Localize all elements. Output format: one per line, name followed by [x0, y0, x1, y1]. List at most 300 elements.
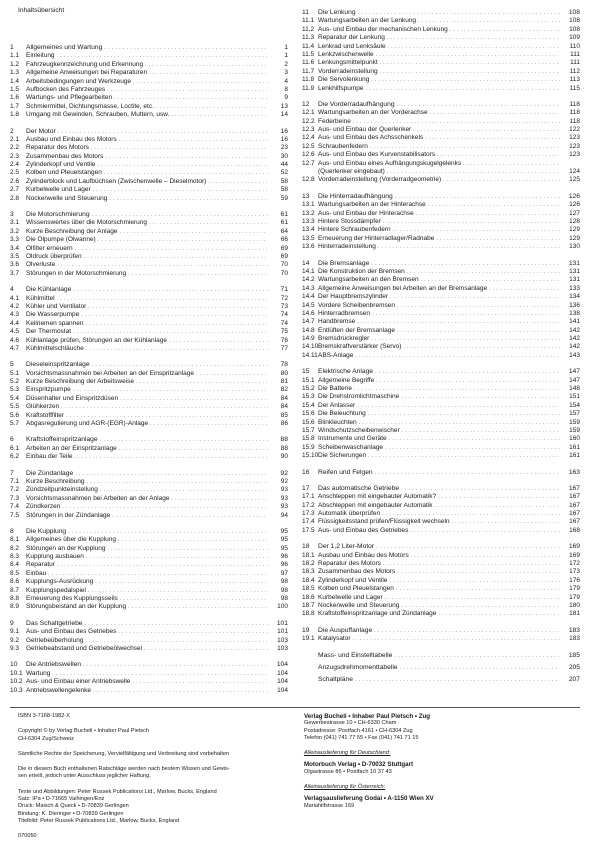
toc-page: 205 [568, 663, 580, 671]
toc-chapter [10, 436, 288, 444]
toc-spacer [10, 612, 288, 620]
toc-title: Allgemeines über die Kupplung . . . [26, 536, 268, 544]
toc-chapter [302, 193, 580, 201]
toc-number: 1.1 [10, 52, 20, 60]
toc-number: 12.2 [302, 117, 315, 125]
toc-number: 1.5 [10, 85, 20, 93]
toc-page: 1 [284, 44, 288, 51]
toc-title: Kurze Beschreibung der Arbeitsweise . . . [26, 378, 268, 386]
toc-page: 207 [568, 676, 580, 684]
toc-page: 52 [280, 169, 288, 177]
toc-number: 12.7 [302, 159, 315, 167]
toc-number: 7.5 [10, 511, 20, 519]
toc-entry [302, 43, 580, 51]
toc-title: Zusammenbau des Motors . . . [318, 568, 560, 576]
toc-number: 3.7 [10, 269, 20, 277]
toc-number: 11.7 [302, 67, 315, 75]
toc-title: Wartungsarbeiten an der Hinterachse . . . [318, 201, 560, 209]
toc-title: Katalysator . . . [318, 635, 560, 643]
toc-title: Abgasregulierung und AGR-(EGR)-Anlage . . . [26, 420, 268, 428]
toc-title: Erneuerung des Kupplungsseils . . . [26, 595, 268, 603]
toc-page: 71 [280, 286, 288, 294]
toc-page: 84 [280, 394, 288, 402]
toc-title: Entlüften der Bremsanlage . . . [318, 327, 560, 335]
toc-page: 181 [569, 610, 580, 618]
toc-page: 157 [569, 410, 580, 418]
toc-page: 101 [277, 628, 288, 636]
toc-number: 4.6 [10, 336, 20, 344]
toc-entry [302, 160, 580, 168]
toc-page: 77 [280, 344, 288, 352]
toc-page: 124 [569, 168, 580, 176]
toc-page: 141 [569, 318, 580, 326]
toc-title: Zündkerzen . . . [26, 503, 268, 511]
toc-page: 167 [569, 518, 580, 526]
toc-number: 10 [10, 661, 18, 669]
toc-page: 143 [569, 351, 580, 359]
toc-page: 84 [280, 403, 288, 411]
toc-number: 14.6 [302, 309, 315, 317]
toc-entry [10, 403, 288, 411]
toc-chapter [302, 664, 580, 672]
toc-page: 78 [280, 361, 288, 369]
toc-number: 13.5 [302, 234, 315, 242]
toc-number: 2 [10, 127, 14, 135]
toc-entry [302, 235, 580, 243]
toc-title: Kraftstoffeinspritzanlage und Zündanlage . . . [318, 610, 560, 618]
toc-title: Nockenwelle und Steuerung . . . [318, 602, 560, 610]
toc-title: Aus- und Einbau der mechanischen Lenkung . . . [318, 26, 560, 34]
toc-page: 90 [280, 453, 288, 461]
toc-title: Schaltpläne . . . [318, 676, 560, 684]
toc-title: Anschleppen mit eingebauter Automatik? . . . [318, 493, 560, 501]
toc-entry [10, 52, 288, 60]
toc-title: (Querlenker eingebaut) . . . [318, 168, 560, 176]
toc-page: 151 [569, 393, 580, 401]
toc-number: 1.2 [10, 60, 20, 68]
toc-title: Allgemeine Anweisungen bei Arbeiten an der Bremsanlage . . . [318, 285, 560, 293]
toc-entry [10, 337, 288, 345]
toc-number: 5.6 [10, 411, 20, 419]
toc-page: 95 [280, 527, 288, 535]
toc-number: 7 [10, 469, 14, 477]
toc-page: 115 [569, 84, 580, 92]
toc-title: Bremskraftverstärker (Servo) . . . [318, 343, 560, 351]
toc-entry [10, 378, 288, 386]
toc-page: 8 [284, 85, 288, 93]
toc-page: 94 [280, 511, 288, 519]
toc-title: Der Thermostat . . . [26, 328, 268, 336]
toc-spacer [302, 619, 580, 627]
disclaimer-line: sen erteilt, jedoch unter Ausschluss jeglicher Haftung. [18, 773, 151, 780]
toc-right-column [302, 9, 580, 685]
toc-entry [10, 153, 288, 161]
toc-entry [10, 144, 288, 152]
toc-entry [10, 453, 288, 461]
toc-page: 98 [280, 586, 288, 594]
toc-number: 7.1 [10, 477, 20, 485]
toc-entry [302, 410, 580, 418]
toc-page: 23 [280, 144, 288, 152]
publisher-line: Telefon (041) 741 77 55 • Fax (041) 741 71 15 [304, 734, 419, 741]
toc-number: 19 [302, 626, 310, 634]
toc-entry [302, 444, 580, 452]
toc-number: 5.2 [10, 378, 20, 386]
divider-line [10, 707, 580, 708]
toc-page: 148 [569, 385, 580, 393]
toc-entry [302, 577, 580, 585]
toc-page: 123 [569, 134, 580, 142]
toc-title: Vorsichtsmassnahmen bei Arbeiten an der Anlage . . . [26, 495, 268, 503]
toc-title: Kolben und Pleuelstangen . . . [318, 585, 560, 593]
toc-page: 59 [280, 194, 288, 202]
toc-title: Die Antriebswellen . . . [26, 661, 268, 669]
toc-title: Fahrzeugkennzeichnung und Erkennung . . . [26, 61, 268, 69]
toc-number: 18.7 [302, 602, 315, 609]
toc-entry [10, 245, 288, 253]
toc-chapter [10, 44, 288, 52]
toc-left-column [10, 44, 288, 695]
toc-number: 11.3 [302, 34, 315, 42]
toc-page: 104 [277, 669, 288, 677]
toc-entry [10, 236, 288, 244]
toc-entry [302, 51, 580, 59]
toc-page: 30 [280, 152, 288, 160]
toc-number: 4.2 [10, 302, 20, 310]
toc-number: 18.1 [302, 551, 315, 559]
toc-title: Die Bremsanlage . . . [318, 260, 560, 268]
toc-page: 108 [569, 25, 580, 33]
toc-page: 92 [280, 477, 288, 485]
toc-entry [10, 678, 288, 686]
toc-title: Glühkerzen . . . [26, 403, 268, 411]
toc-page: 104 [276, 661, 288, 669]
toc-number: 11.8 [302, 76, 315, 84]
toc-chapter [302, 469, 580, 477]
toc-page: 123 [569, 151, 580, 159]
toc-entry [302, 268, 580, 276]
toc-entry [302, 435, 580, 443]
toc-number: 15 [302, 368, 310, 376]
distribution-at-line: Mariahilfstrasse 169 [304, 802, 355, 809]
toc-title: Kühler und Ventilator . . . [26, 303, 268, 311]
toc-page: 104 [277, 686, 288, 694]
toc-entry [302, 518, 580, 526]
toc-number: 19.1 [302, 635, 315, 643]
toc-page: 167 [569, 510, 580, 518]
toc-number: 1.4 [10, 77, 20, 85]
toc-number: 3.5 [10, 252, 20, 260]
toc-title: Die Konstruktion der Bremsen . . . [318, 268, 560, 276]
toc-number: 4.5 [10, 328, 20, 336]
toc-number: 1.6 [10, 94, 20, 102]
toc-title: Aus- und Einbau des Achsschenkels . . . [318, 134, 560, 142]
toc-page: 70 [280, 261, 288, 269]
toc-entry [302, 201, 580, 209]
toc-page: 161 [569, 452, 580, 460]
toc-entry [302, 427, 580, 435]
toc-page: 138 [569, 309, 580, 317]
toc-entry [302, 109, 580, 117]
toc-chapter [10, 128, 288, 136]
toc-entry [10, 311, 288, 319]
toc-entry [302, 285, 580, 293]
toc-title: Allgemeine Anweisungen bei Reparaturen . . . [26, 69, 268, 77]
disclaimer-block [18, 766, 288, 781]
toc-number: 15.7 [302, 426, 315, 434]
toc-number: 4.3 [10, 311, 20, 319]
toc-entry [10, 420, 288, 428]
toc-title: Aus- und Einbau eines Aufhängungskugelgelenks . . . [318, 160, 560, 168]
toc-page: 129 [569, 226, 580, 234]
toc-number: 11 [302, 9, 309, 16]
toc-page: 61 [280, 219, 288, 227]
toc-entry [302, 226, 580, 234]
toc-title: Windschutzscheibenwischer . . . [318, 427, 560, 435]
toc-page: 101 [276, 619, 288, 627]
toc-title: Öldruck überprüfen . . . [26, 253, 268, 261]
toc-number: 14.8 [302, 326, 315, 334]
toc-title: Störungen an der Kupplung . . . [26, 545, 268, 553]
toc-title: Störungsbeistand an der Kupplung . . . [26, 603, 268, 611]
toc-page: 142 [569, 343, 580, 351]
toc-number: 15.6 [302, 418, 315, 426]
toc-title: Die Hinterradaufhängung . . . [318, 193, 560, 201]
toc-title: ABS-Anlage . . . [318, 352, 560, 360]
toc-number: 2.1 [10, 135, 20, 143]
toc-number: 14.3 [302, 284, 315, 292]
toc-number: 5 [10, 361, 14, 369]
toc-title: Kupplungs-Ausrückung . . . [26, 578, 268, 586]
toc-entry [302, 210, 580, 218]
credit-line: Titelbild: Peter Russek Publications Ltd., Marlow, Bucks, England [18, 817, 180, 824]
toc-number: 15.3 [302, 393, 315, 401]
toc-title: Wartung . . . [26, 670, 268, 678]
toc-page: 95 [280, 544, 288, 552]
toc-number: 8.7 [10, 586, 20, 594]
imprint-left [18, 713, 288, 841]
toc-page: 168 [569, 526, 580, 534]
toc-title: Erneuerung der Hinterradlager/Radnabe . . . [318, 235, 560, 243]
toc-number: 1.3 [10, 69, 20, 77]
toc-spacer [10, 353, 288, 361]
toc-entry [302, 168, 580, 176]
toc-number: 17.1 [302, 493, 315, 501]
toc-entry [302, 126, 580, 134]
toc-number: 4 [10, 286, 14, 294]
toc-title: Die Kupplung . . . [26, 528, 268, 536]
toc-title: Flüssigkeitsstand prüfen/Flüssigkeit wechseln . . . [318, 518, 560, 526]
toc-number: 12.8 [302, 176, 315, 184]
toc-page: 128 [569, 217, 580, 225]
toc-page: 92 [280, 469, 288, 477]
toc-title: Lenkungsmittelpunkt . . . [318, 59, 560, 67]
toc-chapter [10, 361, 288, 369]
toc-number: 8.1 [10, 536, 20, 544]
toc-entry [10, 69, 288, 77]
toc-chapter [10, 470, 288, 478]
toc-title: Abschleppen mit eingebauter Automatik . . . [318, 502, 560, 510]
toc-title: Zylinderblock und Laufbüchsen (Zwischenwelle – Dieselmotor) . . . [26, 178, 268, 186]
toc-entry [302, 318, 580, 326]
toc-title: Hintere Schraubenfedern . . . [318, 226, 560, 234]
toc-title: Scheibenwaschanlage . . . [318, 444, 560, 452]
toc-entry [302, 419, 580, 427]
toc-entry [10, 345, 288, 353]
toc-page: 85 [280, 411, 288, 419]
toc-page: 1 [284, 52, 288, 60]
toc-entry [302, 327, 580, 335]
toc-number: 4.4 [10, 319, 20, 327]
publisher-line: Postadresse: Postfach 4161 • CH-6304 Zug [304, 727, 413, 734]
publisher-line: Gewerbestrasse 10 • CH-6330 Cham [304, 720, 397, 727]
toc-entry [302, 343, 580, 351]
toc-title: Lenkhilfspumpe . . . [318, 85, 560, 93]
toc-spacer [302, 252, 580, 260]
toc-entry [302, 510, 580, 518]
toc-title: Der Hauptbremszylinder . . . [318, 293, 560, 301]
toc-title: Instrumente und Geräte . . . [318, 435, 560, 443]
toc-title: Kurbelwelle und Lager . . . [26, 186, 268, 194]
toc-page: 161 [569, 443, 580, 451]
toc-spacer [302, 644, 580, 652]
toc-number: 13.4 [302, 226, 315, 234]
distribution-at [304, 784, 574, 810]
toc-chapter [302, 652, 580, 660]
toc-page: 133 [569, 284, 580, 292]
toc-title: Das Schaltgetriebe . . . [26, 620, 268, 628]
toc-title: Kolben und Pleuelstangen . . . [26, 169, 268, 177]
toc-spacer [302, 185, 580, 193]
toc-page: 96 [280, 561, 288, 569]
toc-title: Umgang mit Gewinden, Schrauben, Muttern, usw. . . . [26, 111, 268, 119]
toc-page: 129 [569, 234, 580, 242]
toc-number: 15.1 [302, 376, 315, 384]
toc-page: 185 [568, 651, 580, 659]
toc-number: 12 [302, 100, 310, 108]
toc-page: 167 [568, 484, 580, 492]
toc-page: 100 [277, 603, 288, 611]
toc-number: 5.5 [10, 403, 20, 411]
toc-entry [302, 502, 580, 510]
toc-entry [302, 151, 580, 159]
toc-entry [10, 637, 288, 645]
toc-page: 13 [280, 102, 288, 110]
toc-title: Kühlanlage prüfen, Störungen an der Kühlanlage . . . [26, 337, 268, 345]
toc-title: Die Lenkung . . . [318, 9, 560, 17]
toc-chapter [10, 211, 288, 219]
toc-entry [302, 594, 580, 602]
toc-entry [302, 243, 580, 251]
toc-number: 13 [302, 192, 310, 200]
toc-number: 15.8 [302, 435, 315, 443]
toc-entry [302, 134, 580, 142]
toc-number: 14.2 [302, 276, 315, 284]
toc-page: 159 [569, 418, 580, 426]
toc-title: Aus- und Einbau der Hinterachse . . . [318, 210, 560, 218]
toc-number: 17.3 [302, 510, 315, 518]
toc-number: 18.4 [302, 576, 315, 584]
toc-page: 147 [568, 368, 580, 376]
toc-page: 66 [280, 236, 288, 244]
toc-number: 14.4 [302, 293, 315, 301]
toc-page: 16 [280, 127, 288, 135]
toc-entry [10, 545, 288, 553]
toc-number: 14.10 [302, 343, 319, 351]
toc-number: 8.6 [10, 578, 20, 586]
toc-entry [10, 445, 288, 453]
toc-number: 3 [10, 211, 14, 219]
toc-title: Hinterradbremsen . . . [318, 310, 560, 318]
toc-number: 9.2 [10, 636, 20, 644]
toc-number: 15.10 [302, 452, 319, 460]
toc-page: 169 [569, 551, 580, 559]
toc-entry [10, 328, 288, 336]
toc-number: 8.9 [10, 603, 20, 611]
toc-entry [10, 570, 288, 578]
toc-number: 3.2 [10, 227, 20, 235]
toc-entry [10, 503, 288, 511]
toc-entry [10, 86, 288, 94]
toc-page: 88 [280, 436, 288, 444]
toc-title: Schmiermittel, Dichtungsmasse, Loctite, etc. . . . [26, 103, 268, 111]
toc-entry [302, 310, 580, 318]
toc-title: Die Kühlanlage . . . [26, 286, 268, 294]
toc-page: 113 [569, 76, 580, 84]
toc-title: Das automatische Getriebe . . . [318, 485, 560, 493]
toc-title: Vorderradeinstellung (Vorderradgeometrie) . . . [318, 176, 560, 184]
toc-entry [10, 261, 288, 269]
toc-chapter [302, 485, 580, 493]
toc-page: 122 [569, 126, 580, 134]
toc-title: Nockenwelle und Steuerung . . . [26, 195, 268, 203]
toc-entry [10, 111, 288, 119]
toc-entry [10, 395, 288, 403]
toc-chapter [302, 9, 580, 17]
toc-title: Bremsdruckregler . . . [318, 335, 560, 343]
toc-title: Die Servolenkung . . . [318, 76, 560, 84]
toc-chapter [302, 368, 580, 376]
toc-title: Vorsichtsmassnahmen bei Arbeiten an der Einspritzanlage . . . [26, 370, 268, 378]
toc-entry [302, 85, 580, 93]
toc-number: 12.3 [302, 126, 315, 134]
toc-number: 10.2 [10, 678, 23, 686]
toc-title: Reparatur des Motors . . . [26, 144, 268, 152]
toc-page: 88 [280, 444, 288, 452]
toc-entry [10, 228, 288, 236]
toc-spacer [302, 461, 580, 469]
toc-entry [302, 602, 580, 610]
toc-chapter [10, 286, 288, 294]
toc-number: 12.4 [302, 134, 315, 142]
toc-spacer [10, 203, 288, 211]
toc-page: 69 [280, 244, 288, 252]
toc-number: 2.4 [10, 161, 20, 169]
toc-page: 58 [280, 177, 288, 185]
toc-title: Vorderradeinstellung . . . [318, 68, 560, 76]
toc-entry [302, 143, 580, 151]
toc-number: 12.6 [302, 151, 315, 159]
toc-entry [10, 687, 288, 695]
toc-number: 9.1 [10, 628, 20, 636]
toc-entry [10, 178, 288, 186]
publisher-block [304, 713, 574, 742]
toc-title: Wartungs- und Pflegearbeiten . . . [26, 94, 268, 102]
toc-title: Reparatur der Lenkung . . . [318, 34, 560, 42]
toc-number: 11.4 [302, 42, 315, 50]
toc-number: 18.5 [302, 585, 315, 593]
toc-entry [302, 493, 580, 501]
